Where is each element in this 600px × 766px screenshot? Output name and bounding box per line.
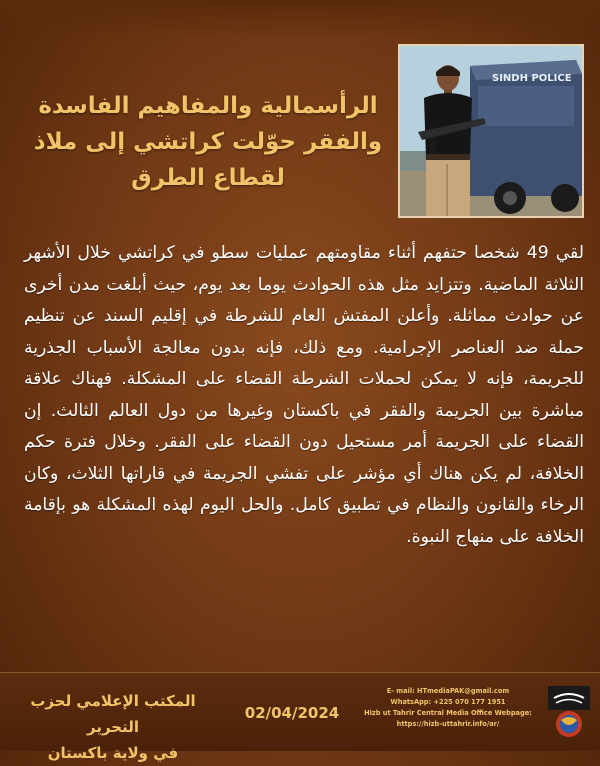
- email-text: E- mail: HTmediaPAK@gmail.com: [386, 687, 510, 695]
- article-body: [24, 238, 584, 553]
- news-photo: [398, 44, 584, 218]
- publish-date: 02/04/2024: [244, 704, 340, 722]
- article-paragraph: لقي 49 شخصا حتفهم أثناء مقاومتهم عمليات سطو في كراتشي خلال الأشهر الثلاثة الماضية. وتتزايد مثل هذه الحوادث يوما بعد يوم، حيث أبلغت مدن أخرى عن حوادث مماثلة. وأعلن المفتش العام للشرطة في إقليم السند عن تنظيم حملة ضد العناصر الإجرامية. ومع ذلك، فإنه بدون معالجة الأسباب الجذرية للجريمة، فإنه لا يمكن لحملات الشرطة القضاء على المشكلة. فهناك علاقة مباشرة بين الجريمة والفقر في باكستان وغيرها من دول العالم الثالث. إن القضاء على الجريمة أمر مستحيل دون القضاء على الفقر. وخلال فترة حكم الخلافة، لم يكن هناك أي مؤشر على تفشي الجريمة في قاراتها الثلاث، وكان الرخاء والقانون والنظام في تطبيق كامل. والحل اليوم لهذه المشكلة هو بإقامة الخلافة على منهاج النبوة.: [24, 243, 584, 547]
- media-office-name: [8, 688, 218, 766]
- webpage-link[interactable]: https://hizb-uttahrir.info/ar/: [396, 720, 500, 728]
- party-logo-icon: [546, 684, 592, 740]
- whatsapp-text: WhatsApp: +225 070 177 1951: [390, 698, 506, 706]
- page-title: الرأسمالية والمفاهيم الفاسدة والفقر حوّلت كراتشي إلى ملاذ لقطاع الطرق: [33, 93, 383, 191]
- police-officer-illustration: [400, 46, 582, 216]
- office-line-1: المكتب الإعلامي لحزب التحرير: [30, 692, 196, 736]
- top-band: [0, 0, 600, 38]
- webpage-label: Hizb ut Tahrir Central Media Office Webpage:: [364, 709, 532, 717]
- vehicle-label: SINDH POLICE: [492, 73, 572, 84]
- office-line-2: في ولاية باكستان: [47, 744, 179, 762]
- contact-info: [356, 686, 540, 730]
